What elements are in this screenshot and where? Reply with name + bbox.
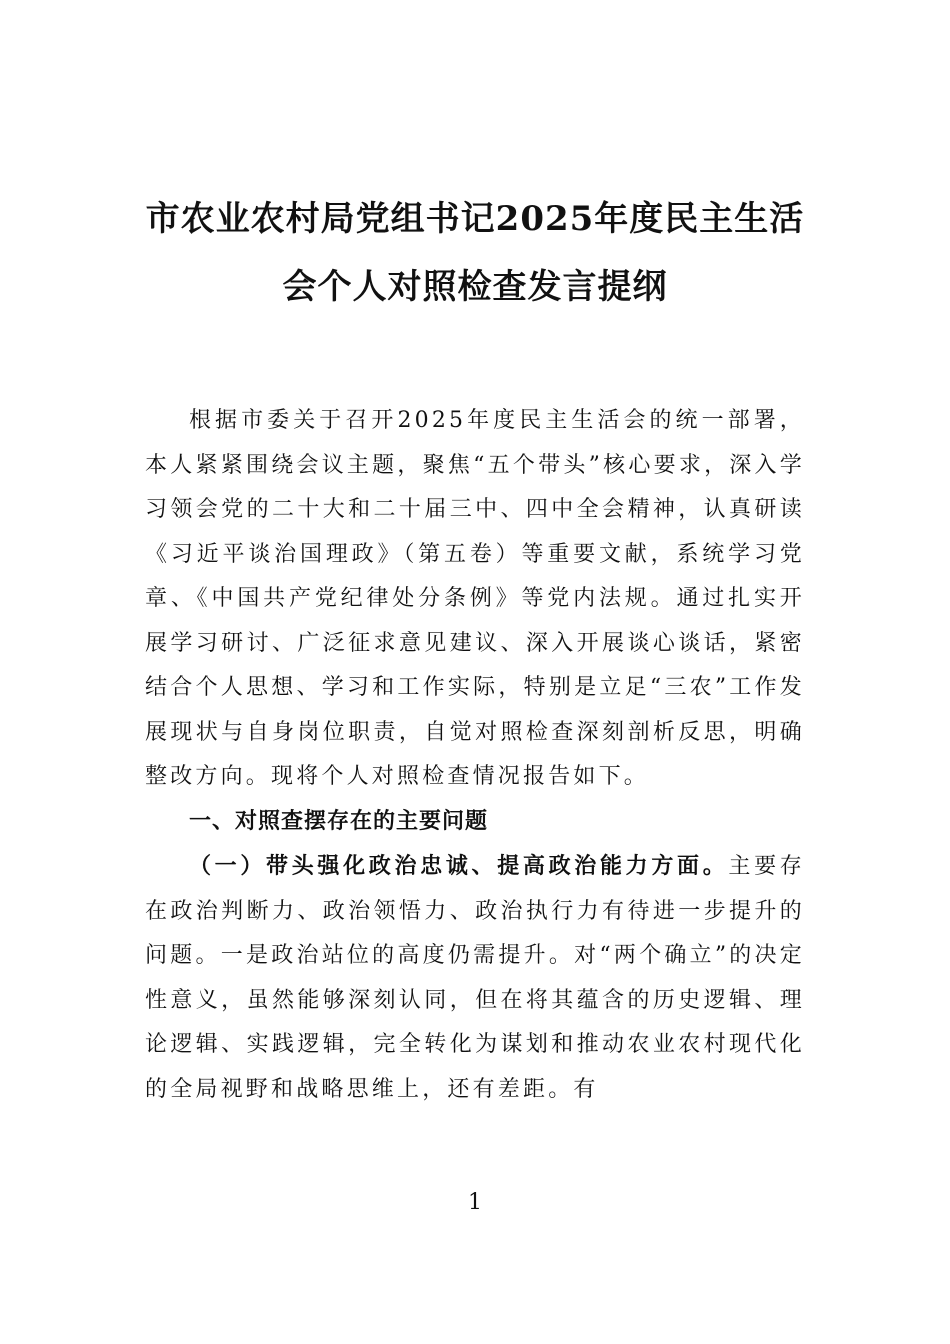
document-title-line-1: 市农业农村局党组书记2025年度民主生活 xyxy=(145,199,805,239)
subsection-text: 主要存在政治判断力、政治领悟力、政治执行力有待进一步提升的问题。一是政治站位的高度仍需提升。对“两个确立”的决定性意义，虽然能够深刻认同，但在将其蕴含的历史逻辑、理论逻辑、实践逻辑，完全转化为谋划和推动农业农村现代化的全局视野和战略思维上，还有差距。有 xyxy=(145,854,805,1102)
page-number: 1 xyxy=(468,1190,482,1215)
subsection-paragraph xyxy=(145,844,805,1112)
document-title-line-2: 会个人对照检查发言提纲 xyxy=(282,267,668,307)
intro-paragraph: 根据市委关于召开2025年度民主生活会的统一部署，本人紧紧围绕会议主题，聚焦“五个带头”核心要求，深入学习领会党的二十大和二十届三中、四中全会精神，认真研读《习近平谈治国理政》（第五卷）等重要文献，系统学习党章、《中国共产党纪律处分条例》等党内法规。通过扎实开展学习研讨、广泛征求意见建议、深入开展谈心谈话，紧密结合个人思想、学习和工作实际，特别是立足“三农”工作发展现状与自身岗位职责，自觉对照检查深刻剖析反思，明确整改方向。现将个人对照检查情况报告如下。 xyxy=(145,408,805,789)
subsection-lead: （一）带头强化政治忠诚、提高政治能力方面。 xyxy=(189,853,729,879)
section-heading: 一、对照查摆存在的主要问题 xyxy=(189,808,489,834)
document-body xyxy=(145,399,805,1112)
